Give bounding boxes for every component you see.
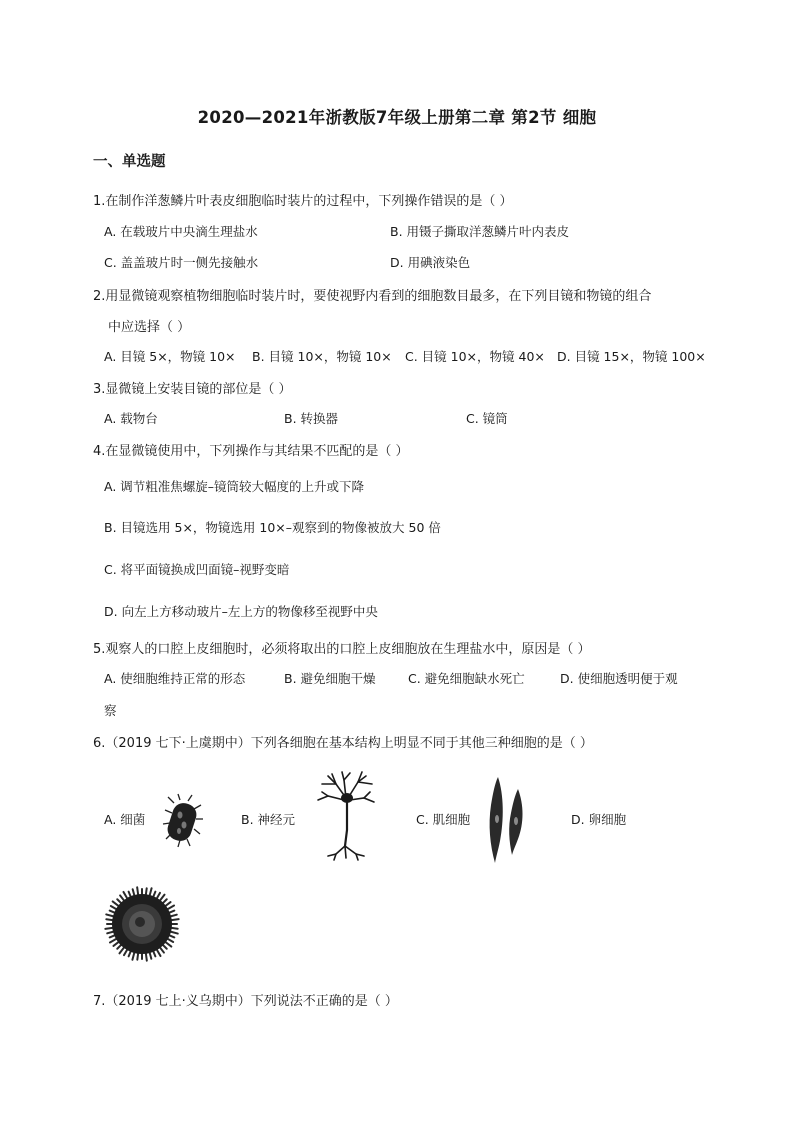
question-5-option-a: A. 使细胞维持正常的形态 — [104, 671, 246, 686]
question-5-option-d-line1: D. 使细胞透明便于观 — [560, 671, 678, 686]
question-2-option-d: D. 目镜 15×，物镜 100× — [557, 349, 706, 364]
question-3-stem: 3.显微镜上安装目镜的部位是（ ） — [93, 382, 292, 397]
question-1-option-c: C. 盖盖玻片时一侧先接触水 — [104, 255, 259, 270]
question-6-option-c: C. 肌细胞 — [416, 812, 471, 827]
question-5-option-c: C. 避免细胞缺水死亡 — [408, 671, 525, 686]
question-1-option-b: B. 用镊子撕取洋葱鳞片叶内表皮 — [390, 224, 570, 239]
bacterium-image — [160, 793, 206, 849]
question-4-stem: 4.在显微镜使用中，下列操作与其结果不匹配的是（ ） — [93, 444, 409, 459]
neuron-image — [314, 770, 378, 862]
egg-cell-image — [104, 886, 180, 962]
question-4-option-a: A. 调节粗准焦螺旋–镜筒较大幅度的上升或下降 — [104, 479, 365, 494]
question-2-stem-line2: 中应选择（ ） — [108, 320, 191, 335]
question-6-stem: 6.（2019 七下·上虞期中）下列各细胞在基本结构上明显不同于其他三种细胞的是（ ） — [93, 736, 593, 751]
question-6-option-b: B. 神经元 — [241, 812, 296, 827]
question-1-option-a: A. 在载玻片中央滴生理盐水 — [104, 224, 258, 239]
question-4-option-d: D. 向左上方移动玻片–左上方的物像移至视野中央 — [104, 604, 378, 619]
question-4-option-c: C. 将平面镜换成凹面镜–视野变暗 — [104, 562, 290, 577]
section-heading: 一、单选题 — [93, 154, 166, 170]
question-2-stem-line1: 2.用显微镜观察植物细胞临时装片时，要使视野内看到的细胞数目最多，在下列目镜和物镜的组合 — [93, 289, 652, 304]
question-3-option-c: C. 镜筒 — [466, 411, 508, 426]
question-1-stem: 1.在制作洋葱鳞片叶表皮细胞临时装片的过程中，下列操作错误的是（ ） — [93, 194, 513, 209]
question-5-stem: 5.观察人的口腔上皮细胞时，必须将取出的口腔上皮细胞放在生理盐水中，原因是（ ） — [93, 642, 591, 657]
question-2-option-b: B. 目镜 10×，物镜 10× — [252, 349, 392, 364]
question-7-stem: 7.（2019 七上·义乌期中）下列说法不正确的是（ ） — [93, 994, 398, 1009]
question-3-option-b: B. 转换器 — [284, 411, 339, 426]
muscle-cell-image — [484, 775, 532, 865]
question-2-option-a: A. 目镜 5×，物镜 10× — [104, 349, 236, 364]
question-5-option-b: B. 避免细胞干燥 — [284, 671, 376, 686]
page-title: 2020—2021年浙教版7年级上册第二章 第2节 细胞 — [197, 108, 597, 127]
question-2-option-c: C. 目镜 10×，物镜 40× — [405, 349, 545, 364]
question-6-option-d: D. 卵细胞 — [571, 812, 627, 827]
question-6-option-a: A. 细菌 — [104, 812, 146, 827]
question-1-option-d: D. 用碘液染色 — [390, 255, 471, 270]
question-3-option-a: A. 载物台 — [104, 411, 158, 426]
question-5-option-d-line2: 察 — [104, 703, 117, 718]
question-4-option-b: B. 目镜选用 5×，物镜选用 10×–观察到的物像被放大 50 倍 — [104, 520, 441, 535]
